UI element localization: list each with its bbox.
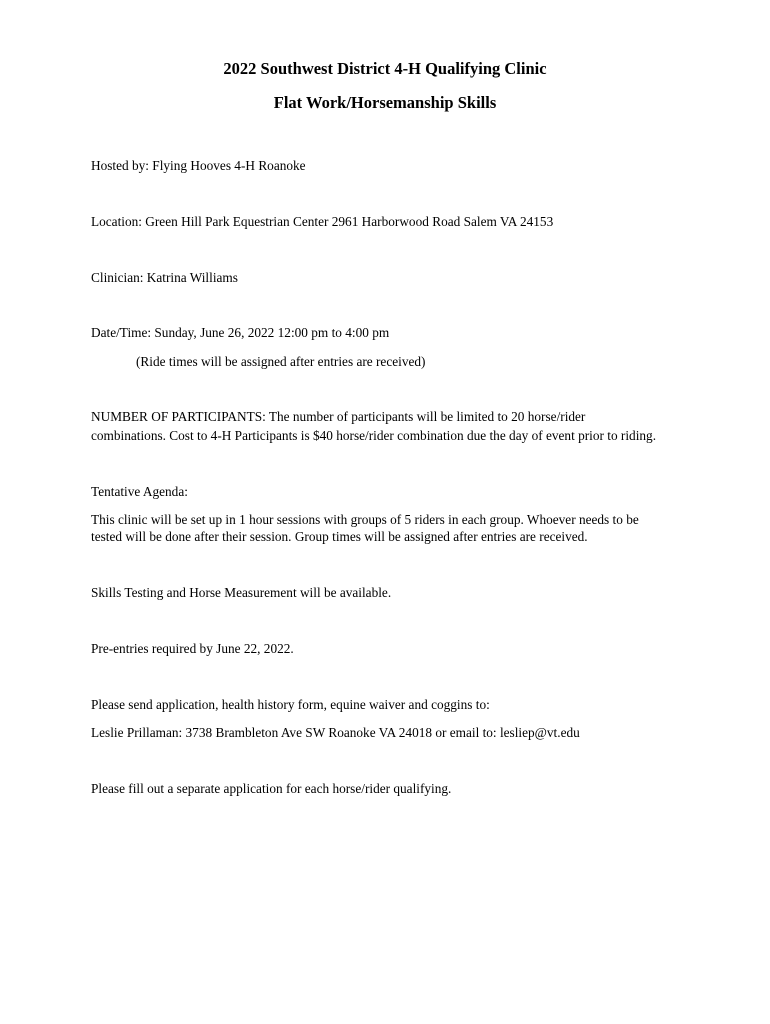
clinician-text: Clinician: Katrina Williams [91, 270, 238, 285]
participants-line-2: combinations. Cost to 4-H Participants is $40 horse/rider combination due the day of event prior to riding. [91, 428, 657, 443]
skills-testing-text: Skills Testing and Horse Measurement will be available. [91, 585, 392, 600]
agenda-line-2: tested will be done after their session. Group times will be assigned after entries are received. [91, 529, 588, 544]
agenda-heading: Tentative Agenda: [91, 484, 188, 499]
date-time-text: Date/Time: Sunday, June 26, 2022 12:00 pm to 4:00 pm [91, 325, 390, 340]
ride-times-note: (Ride times will be assigned after entries are received) [136, 354, 426, 369]
location-text: Location: Green Hill Park Equestrian Center 2961 Harborwood Road Salem VA 24153 [91, 214, 554, 229]
participants-line-1: NUMBER OF PARTICIPANTS: The number of participants will be limited to 20 horse/rider [91, 409, 586, 424]
agenda-line-1: This clinic will be set up in 1 hour sessions with groups of 5 riders in each group. Whoever needs to be [91, 512, 639, 527]
document-title: 2022 Southwest District 4-H Qualifying Clinic [223, 59, 547, 78]
document-subtitle: Flat Work/Horsemanship Skills [273, 93, 497, 112]
send-application-text: Please send application, health history form, equine waiver and coggins to: [91, 697, 490, 712]
pre-entries-text: Pre-entries required by June 22, 2022. [91, 641, 294, 656]
hosted-by-text: Hosted by: Flying Hooves 4-H Roanoke [91, 158, 306, 173]
contact-text: Leslie Prillaman: 3738 Brambleton Ave SW Roanoke VA 24018 or email to: lesliep@vt.edu [91, 725, 580, 740]
separate-application-text: Please fill out a separate application for each horse/rider qualifying. [91, 781, 452, 796]
